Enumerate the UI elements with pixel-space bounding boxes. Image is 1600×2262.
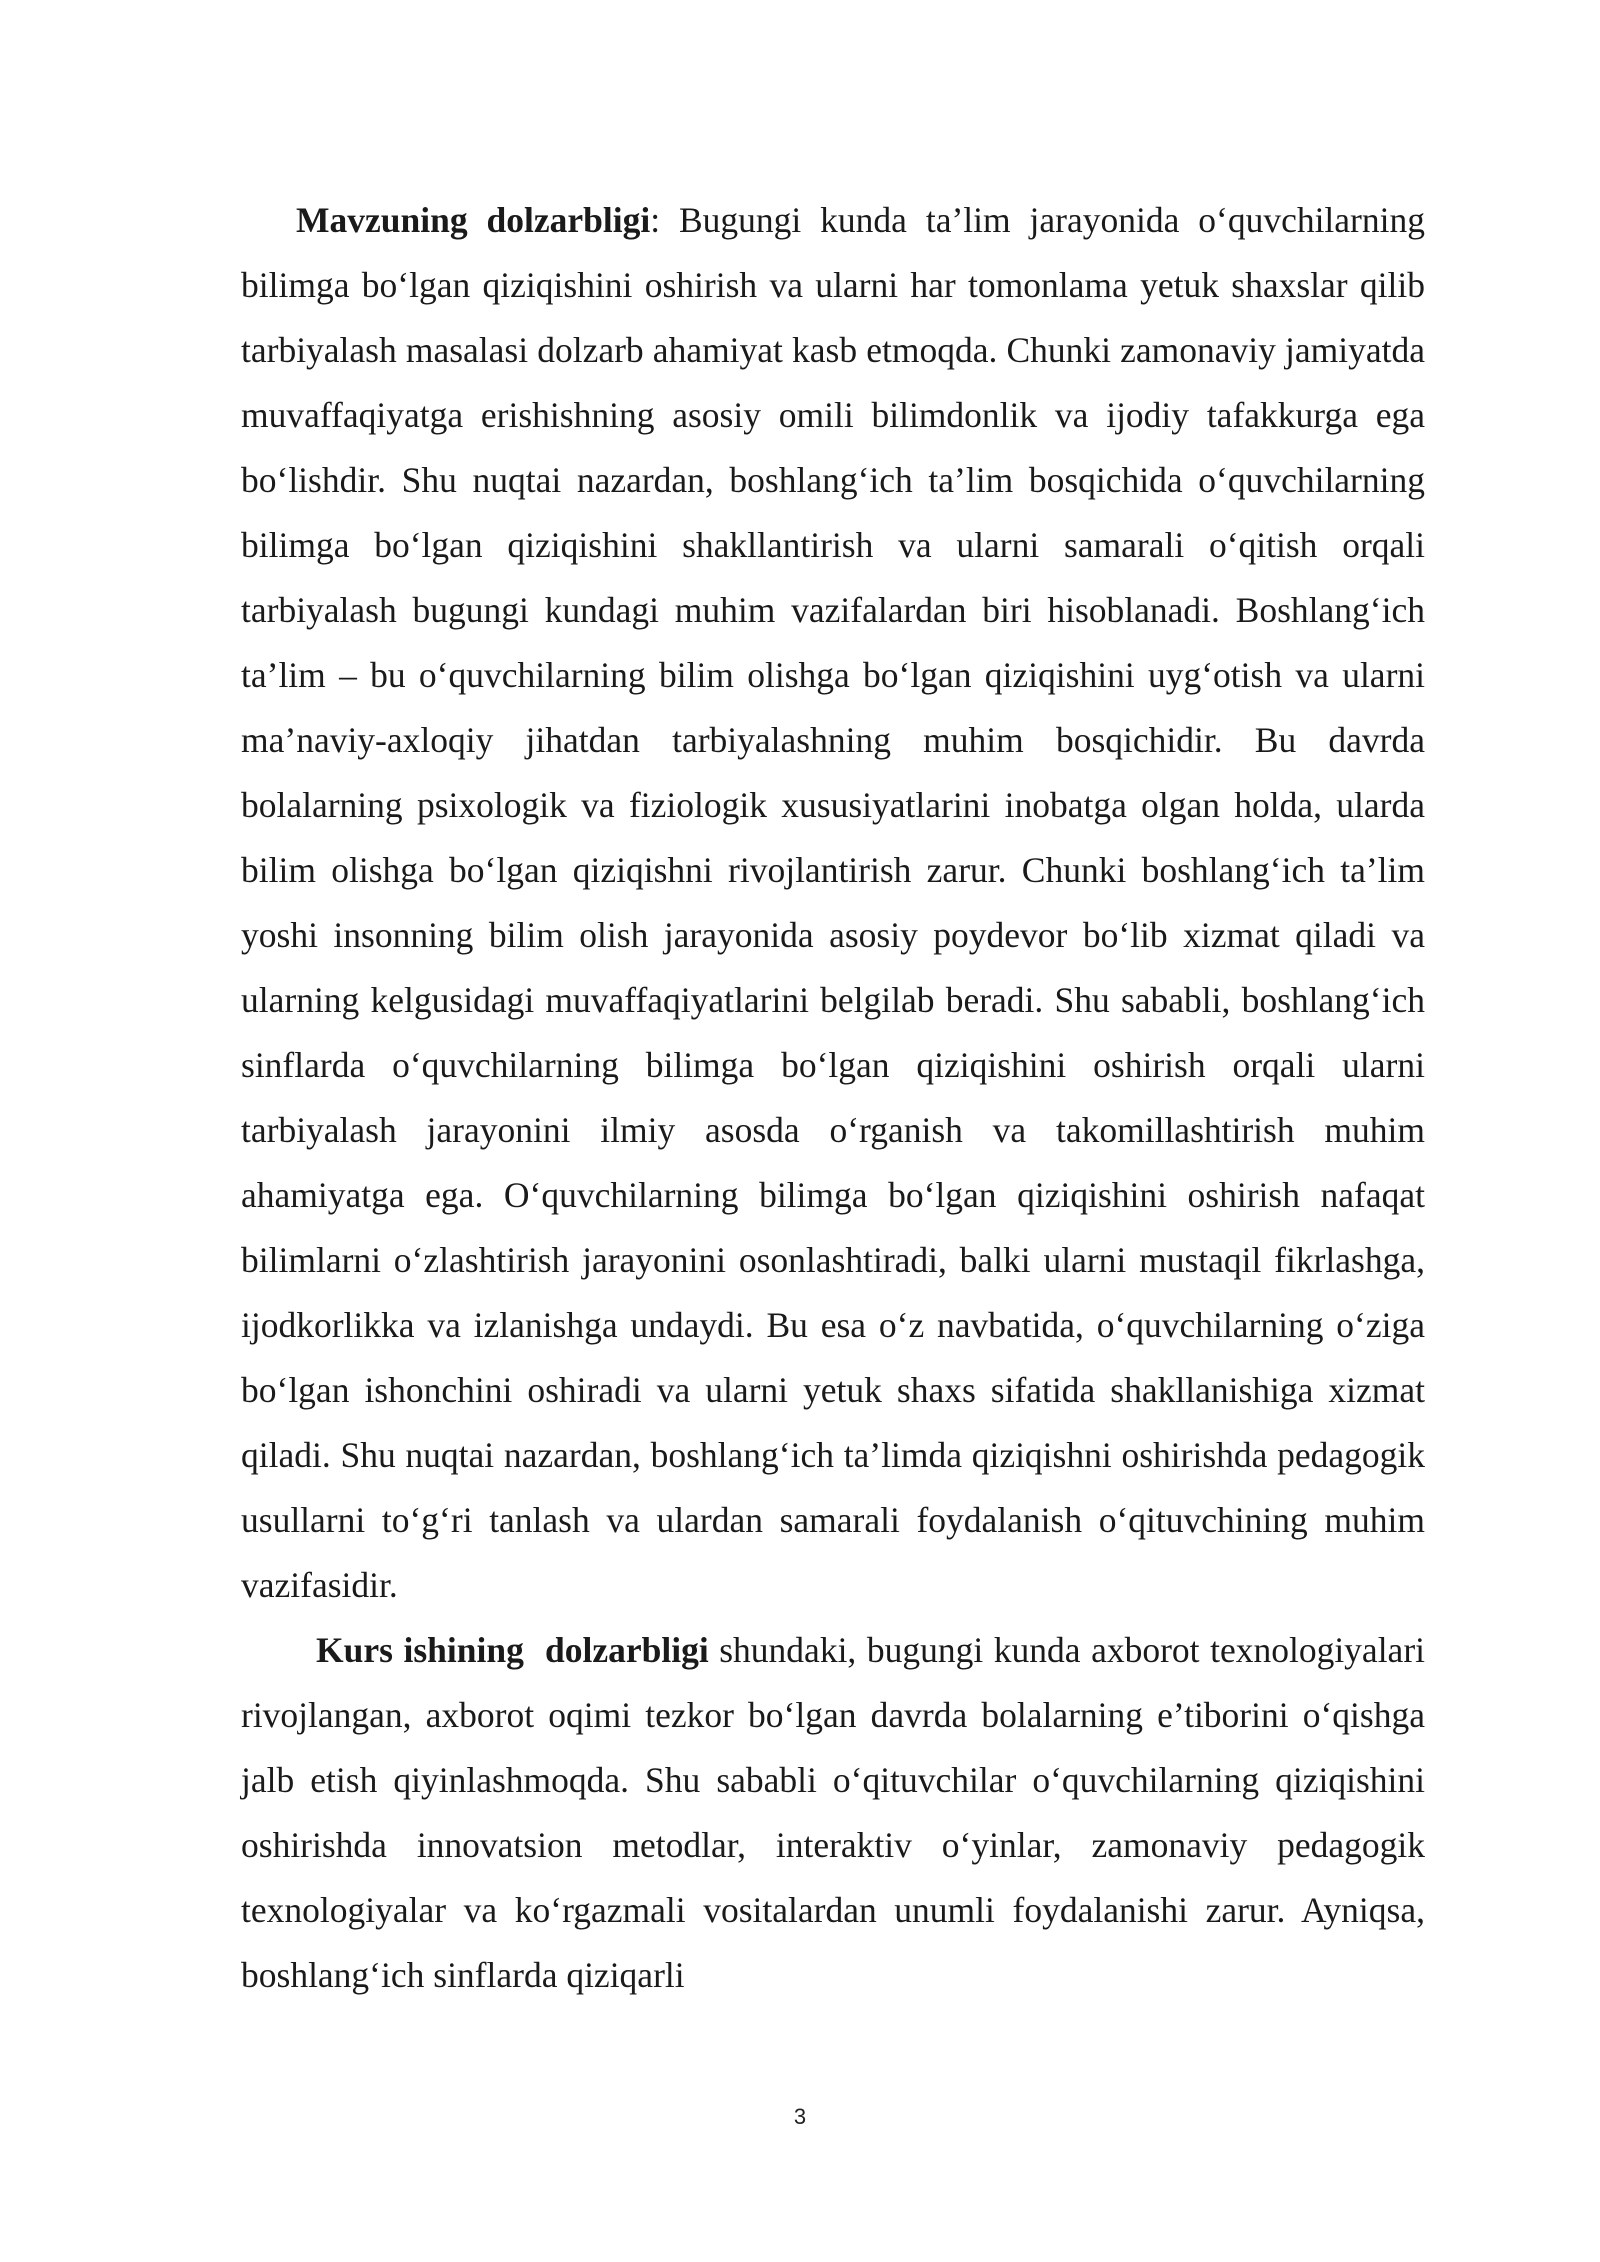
term-separator: : bbox=[650, 200, 661, 240]
page-number: 3 bbox=[793, 2104, 807, 2129]
paragraph-body: Bugungi kunda ta’lim jarayonida o‘quvchilarning bilimga bo‘lgan qiziqishini oshirish va ularni har tomonlama yetuk shaxslar qilib tarbiyalash masalasi dolzarb ahamiyat kasb etmoqda. Chunki zamonaviy jamiyatda muvaffaqiyatga erishishning asosiy omili bilimdonlik va ijodiy tafakkurga ega bo‘lishdir. Shu nuqtai nazardan, boshlang‘ich ta’lim bosqichida o‘quvchilarning bilimga bo‘lgan qiziqishini shakllantirish va ularni samarali o‘qitish orqali tarbiyalash bugungi kundagi muhim vazifalardan biri hisoblanadi. Boshlang‘ich ta’lim – bu o‘quvchilarning bilim olishga bo‘lgan qiziqishini uyg‘otish va ularni ma’naviy-axloqiy jihatdan tarbiyalashning muhim bosqichidir. Bu davrda bolalarning psixologik va fiziologik xususiyatlarini inobatga olgan holda, ularda bilim olishga bo‘lgan qiziqishni rivojlantirish zarur. Chunki boshlang‘ich ta’lim yoshi insonning bilim olish jarayonida asosiy poydevor bo‘lib xizmat qiladi va ularning kelgusidagi muvaffaqiyatlarini belgilab beradi. Shu sababli, boshlang‘ich sinflarda o‘quvchilarning bilimga bo‘lgan qiziqishini oshirish orqali ularni tarbiyalash jarayonini ilmiy asosda o‘rganish va takomillashtirish muhim ahamiyatga ega. O‘quvchilarning bilimga bo‘lgan qiziqishini oshirish nafaqat bilimlarni o‘zlashtirish jarayonini osonlashtiradi, balki ularni mustaqil fikrlashga, ijodkorlikka va izlanishga undaydi. Bu esa o‘z navbatida, o‘quvchilarning o‘ziga bo‘lgan ishonchini oshiradi va ularni yetuk shaxs sifatida shakllanishiga xizmat qiladi. Shu nuqtai nazardan, boshlang‘ich ta’limda qiziqishni oshirishda pedagogik usullarni to‘g‘ri tanlash va ulardan samarali foydalanish o‘qituvchining muhim vazifasidir. bbox=[241, 200, 1425, 1605]
paragraph-topic-relevance bbox=[241, 188, 1425, 1618]
body-text bbox=[241, 188, 1425, 2008]
paragraph-body: shundaki, bugungi kunda axborot texnologiyalari rivojlangan, axborot oqimi tezkor bo‘lgan davrda bolalarning e’tiborini o‘qishga jalb etish qiyinlashmoqda. Shu sababli o‘qituvchilar o‘quvchilarning qiziqishini oshirishda innovatsion metodlar, interaktiv o‘yinlar, zamonaviy pedagogik texnologiyalar va ko‘rgazmali vositalardan unumli foydalanishi zarur. Ayniqsa, boshlang‘ich sinflarda qiziqarli bbox=[241, 1630, 1425, 1995]
term-course-relevance: Kurs ishining dolzarbligi bbox=[316, 1630, 709, 1670]
term-topic-relevance: Mavzuning dolzarbligi bbox=[296, 200, 651, 240]
paragraph-course-relevance bbox=[241, 1618, 1425, 2008]
